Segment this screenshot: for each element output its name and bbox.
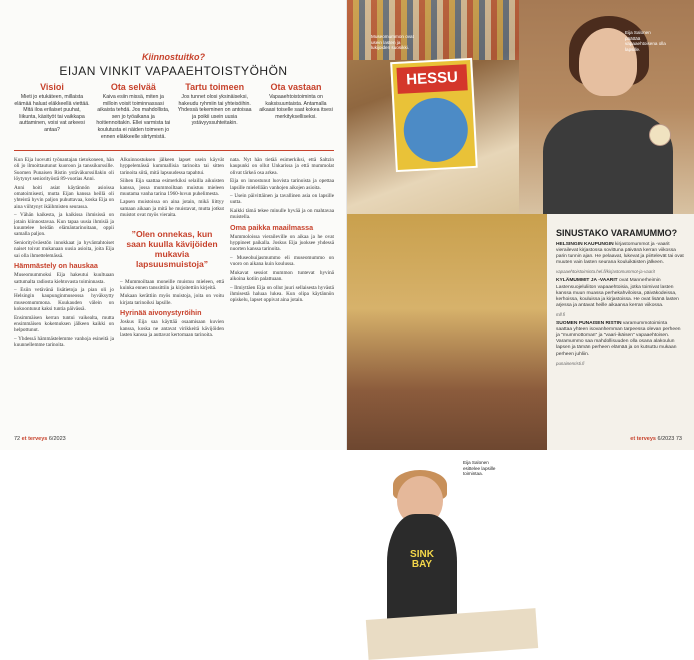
body-paragraph: Mummoloissa vieraileville on aikaa ja he ovat hyppineet paikalla. Joskus Eija juoksee yhdessä nuorten kanssa tarinoita. xyxy=(230,233,334,253)
divider-rule xyxy=(14,150,334,151)
page-footer-right xyxy=(630,436,682,442)
tip-tartu-toimeen xyxy=(177,82,253,140)
page-number: 72 xyxy=(14,436,21,442)
article-kicker: Kiinnostuitko? xyxy=(142,52,205,62)
issue-number: 6/2023 xyxy=(657,436,675,442)
tip-title: Ota selvää xyxy=(110,82,156,92)
tip-ota-selvaa xyxy=(95,82,171,140)
tip-text: Kaiva esiin missä, miten ja milloin voisit toiminnassasi aikaista tehdä. Jos mahdollista, sen jo työaikana ja hoitiennoitakin. Ellei varmista tai koulutusta ei näiden toimeen jo ennen eläkkeelle siirtymistä. xyxy=(96,94,171,140)
sidebar-paragraph xyxy=(556,242,684,266)
body-paragraph: – Usein päivittäinen ja tavallinen asia on lapsille uutta. xyxy=(230,193,334,206)
bookshelf xyxy=(347,0,519,60)
body-paragraph: Joskus Eija saa käyttää osaamisaan kuvien kanssa, koska ne antavat virikkeitä kävijöiden lasten kanssa ja auttavat kertomaan tarinoita. xyxy=(120,319,224,339)
sidebar-lead: SUOMEN PUNAISEN RISTIN xyxy=(556,321,622,327)
body-column-3 xyxy=(230,157,334,306)
tip-ota-vastaan xyxy=(258,82,334,140)
comic-title: HESSU xyxy=(396,64,467,94)
body-paragraph: Lapsen muistoissa on aina jotain, mikä liittyy samaan aikaan ja mitä he muistavat, mutta jotkut muistot ovat myös vieraita. xyxy=(120,199,224,219)
subheading: Hyrinää aivonystyröihin xyxy=(120,308,202,318)
tip-title: Tartu toimeen xyxy=(185,82,245,92)
body-paragraph: – Yhdessä hämmästelemme vanhoja esineitä ja kuunnellemme tarinoita. xyxy=(14,335,114,349)
tip-title: Visioi xyxy=(40,82,64,92)
subheading: Hämmästely on hauskaa xyxy=(14,261,98,271)
body-column-2 xyxy=(120,157,224,341)
body-paragraph: Alkuinnostuksen jälkeen lapset usein käyvät hyppelemässä kummallisia tarinoita tai sitten tarinoita siitä, mitä lapsuudessa tapahtui. xyxy=(120,157,224,176)
sidebar-source: mll.fi xyxy=(556,311,566,317)
body-paragraph: Museomummoksi Eija hakeutui kuultuaan sattumalta radiosta kiehtovasta toiminnasta. xyxy=(14,272,114,285)
body-column-1 xyxy=(14,157,114,351)
tips-row xyxy=(14,82,334,140)
sidebar-paragraph xyxy=(556,321,684,358)
sidebar-text: varamummotoiminta saattaa yhteen isovanhemman tarpeessa olevan perheen ja "mummottoman" ja "vaari-ikäisen" vapaaehtoisen. Varamummo saa mahdollisuuden olla osana alakoulun lapsen ja tämän perheen elämää ja on kutsuttu mukaan perheen juhliin. xyxy=(556,321,681,357)
sidebar-text: ovat Mannerheimin Lastensuojeluliiton vapaaehtoisia, jotka toimivat lasten kanssa muun muassa perhekahviloissa, päiväkodeissa, kerhoissa, kouluissa ja kirjastoissa. He ovat lisänä lasten arjessa ja antavat heille aikaansa kerran viikossa. xyxy=(556,278,679,308)
body-paragraph: Eija on innostunut luovista tarinoista ja opettaa lapsille mielellään vanhojen aikojen asioita. xyxy=(230,178,334,191)
body-paragraph: Mukavat sessiot mummon tuntevat hyvinä aikoina kotiin palattuaan. xyxy=(230,269,334,283)
photo-caption: Eija Salonen päättää vapaaehtoisena olla lapsille. xyxy=(625,30,666,52)
body-paragraph: Mukaan kerättiin myös muistoja, joita on voitu kirjata tarinoiksi lapsille. xyxy=(120,293,224,306)
page-number: 73 xyxy=(675,436,682,442)
tip-text: Mieti jo etukäteen, millaista elämää haluat eläkkeellä viettää. Mitä iloa erilaiset puuhat, liikunta, käsityöt tai vaikkapa auttaminen, voisi vat arkeesi antaa? xyxy=(14,94,90,133)
body-paragraph: nata. Nyt hän tietää esimerkiksi, että Saltzin kaupunki on ollut Unkarissa ja että mummolat olivat tärkeä osa arkea. xyxy=(230,157,334,176)
body-paragraph: – Vähän kaikesta, ja kaikissa ihmisissä on jotain kiinnostavaa. Kun tapaa uusia ihmisiä ja kuuntelee heidän elämäntarinoitaan, oppii samalla paljon. xyxy=(14,212,114,238)
sidebar-title: SINUSTAKO VARAMUMMO? xyxy=(556,228,678,238)
photo-woman-reading-comic xyxy=(347,0,519,214)
subheading: Oma paikka maailmassa xyxy=(230,222,314,232)
brand-name: et terveys xyxy=(630,436,656,442)
body-paragraph: Anni hoiti asiat käytännön asioissa omatoimisesti, mutta Eijan kanssa heillä oli yhteistä hyvin paljon puhuttavaa, koska Eija on aina viihtynyt ikäihmisten seurassa. xyxy=(14,184,114,210)
comic-cover-art xyxy=(402,96,469,163)
photo-caption: Museomummon ovat usein lasten ja lukijoiden suosikki. xyxy=(371,34,414,51)
right-page xyxy=(347,0,694,570)
page-footer-left xyxy=(14,436,66,442)
sidebar-paragraph xyxy=(556,278,684,308)
body-paragraph: – Ilmiyttäen Eija on ollut juuri sellaisesta hyvästä ihmisestä haluaa lukea. Kun olipa käytännön opiskelu, lapset oppivat aina jotain. xyxy=(230,284,334,304)
sidebar-lead: HELSINGIN KAUPUNGIN xyxy=(556,242,614,247)
tip-text: Jos tunnet olosi yksinäiseksi, hakeudu ryhmiin tai yhteisöihin. Yhdessä tekeminen on antoisaa ja poikii usein uusia ystävyyssuhteitakin. xyxy=(177,94,252,127)
body-paragraph: Seniorityöväestön innokkaat ja hyväntahtoiset naiset toivat mukanaan uusia asioita, joita Eija sai olla ihmettelemässä. xyxy=(14,239,114,259)
sidebar-box xyxy=(554,218,686,432)
sidebar-source: punainenristi.fi xyxy=(556,360,585,366)
body-paragraph: – Esiin vetävänä lisätietoja ja pian oli jo Helsingin kaupunginmuseossa hyväksytty museomummona. Kuukauden välein on kokoontunut kaksi tuntia päivässä. xyxy=(14,286,114,313)
issue-number: 6/2023 xyxy=(48,436,66,442)
museum-badge xyxy=(649,124,671,146)
brand-name: et terveys xyxy=(21,436,48,442)
comic-book xyxy=(390,58,478,172)
body-paragraph: Siihen Eija saattaa esimerkiksi selailla aikuisten kanssa, jossa mummoiltaan muistuu mieleen muutama vanha tarina 1960-luvun puhelimesta. xyxy=(120,178,224,198)
left-page xyxy=(0,0,347,450)
body-paragraph: – Museohuijasmummo eli museomummo on vuoro on aikana kuin koulussa. xyxy=(230,254,334,268)
sidebar-lead: KYLÄMUMMIT JA -VAARIT xyxy=(556,278,618,284)
shirt-print: SINK BAY xyxy=(410,549,434,570)
article-headline: EIJAN VINKIT VAPAAEHTOISTYÖHÖN xyxy=(59,64,288,78)
photo-child-reading xyxy=(347,214,547,570)
body-paragraph: Kun Eija luovutti työnantajan tietokoneen, hän oli jo ilmoittautunut kuoroon ja tanssikurssille. Suomen Punaisen Ristin ystäväkurssillakin oli löytynyt seniorityöstä 89-vuotias Anni. xyxy=(14,157,114,183)
tip-title: Ota vastaan xyxy=(270,82,322,92)
body-paragraph: Ensimmäisen kerran tuntui vaikealta, mutta ensimmäisen kokemuksen jälkeen kaikki on helpottunut. xyxy=(14,314,114,334)
sidebar-text: kirjastomummot ja -vaarit vierailevat kirjastossa sovittuna päivänä kerran viikossa parin tunnin ajan. He pelaavat, lukevat ja piirtelevät tai ovat muuten vain lasten seurana kouluikäisten jälkeen. xyxy=(556,242,684,266)
body-paragraph: Kaikki tämä tekee minulle hyvää ja on mahtavaa muistella. xyxy=(230,207,334,221)
body-paragraph: – Mummoiltaan moneille muistuu mieleen, että kuinka ennen tanssittiin ja kirjoitettiin kirjeitä. xyxy=(120,278,224,292)
tip-visioi xyxy=(14,82,90,140)
photo-caption: Eija Salonen esittelee lapsille toimintaa. xyxy=(463,460,496,477)
pull-quote: ”Olen onnekas, kun saan kuulla kävijöiden mukavia lapsuusmuistoja” xyxy=(126,228,218,269)
sidebar-source: vapaaehtoistoiminta.hel.fi/kirjastomummot-ja-vaarit xyxy=(556,269,655,275)
tip-text: Vapaaehtoistoiminta on kaksisuuntaista. Antamalla aikaasi toiselle saat kokea itsesi merkitykselliseksi. xyxy=(259,94,333,120)
